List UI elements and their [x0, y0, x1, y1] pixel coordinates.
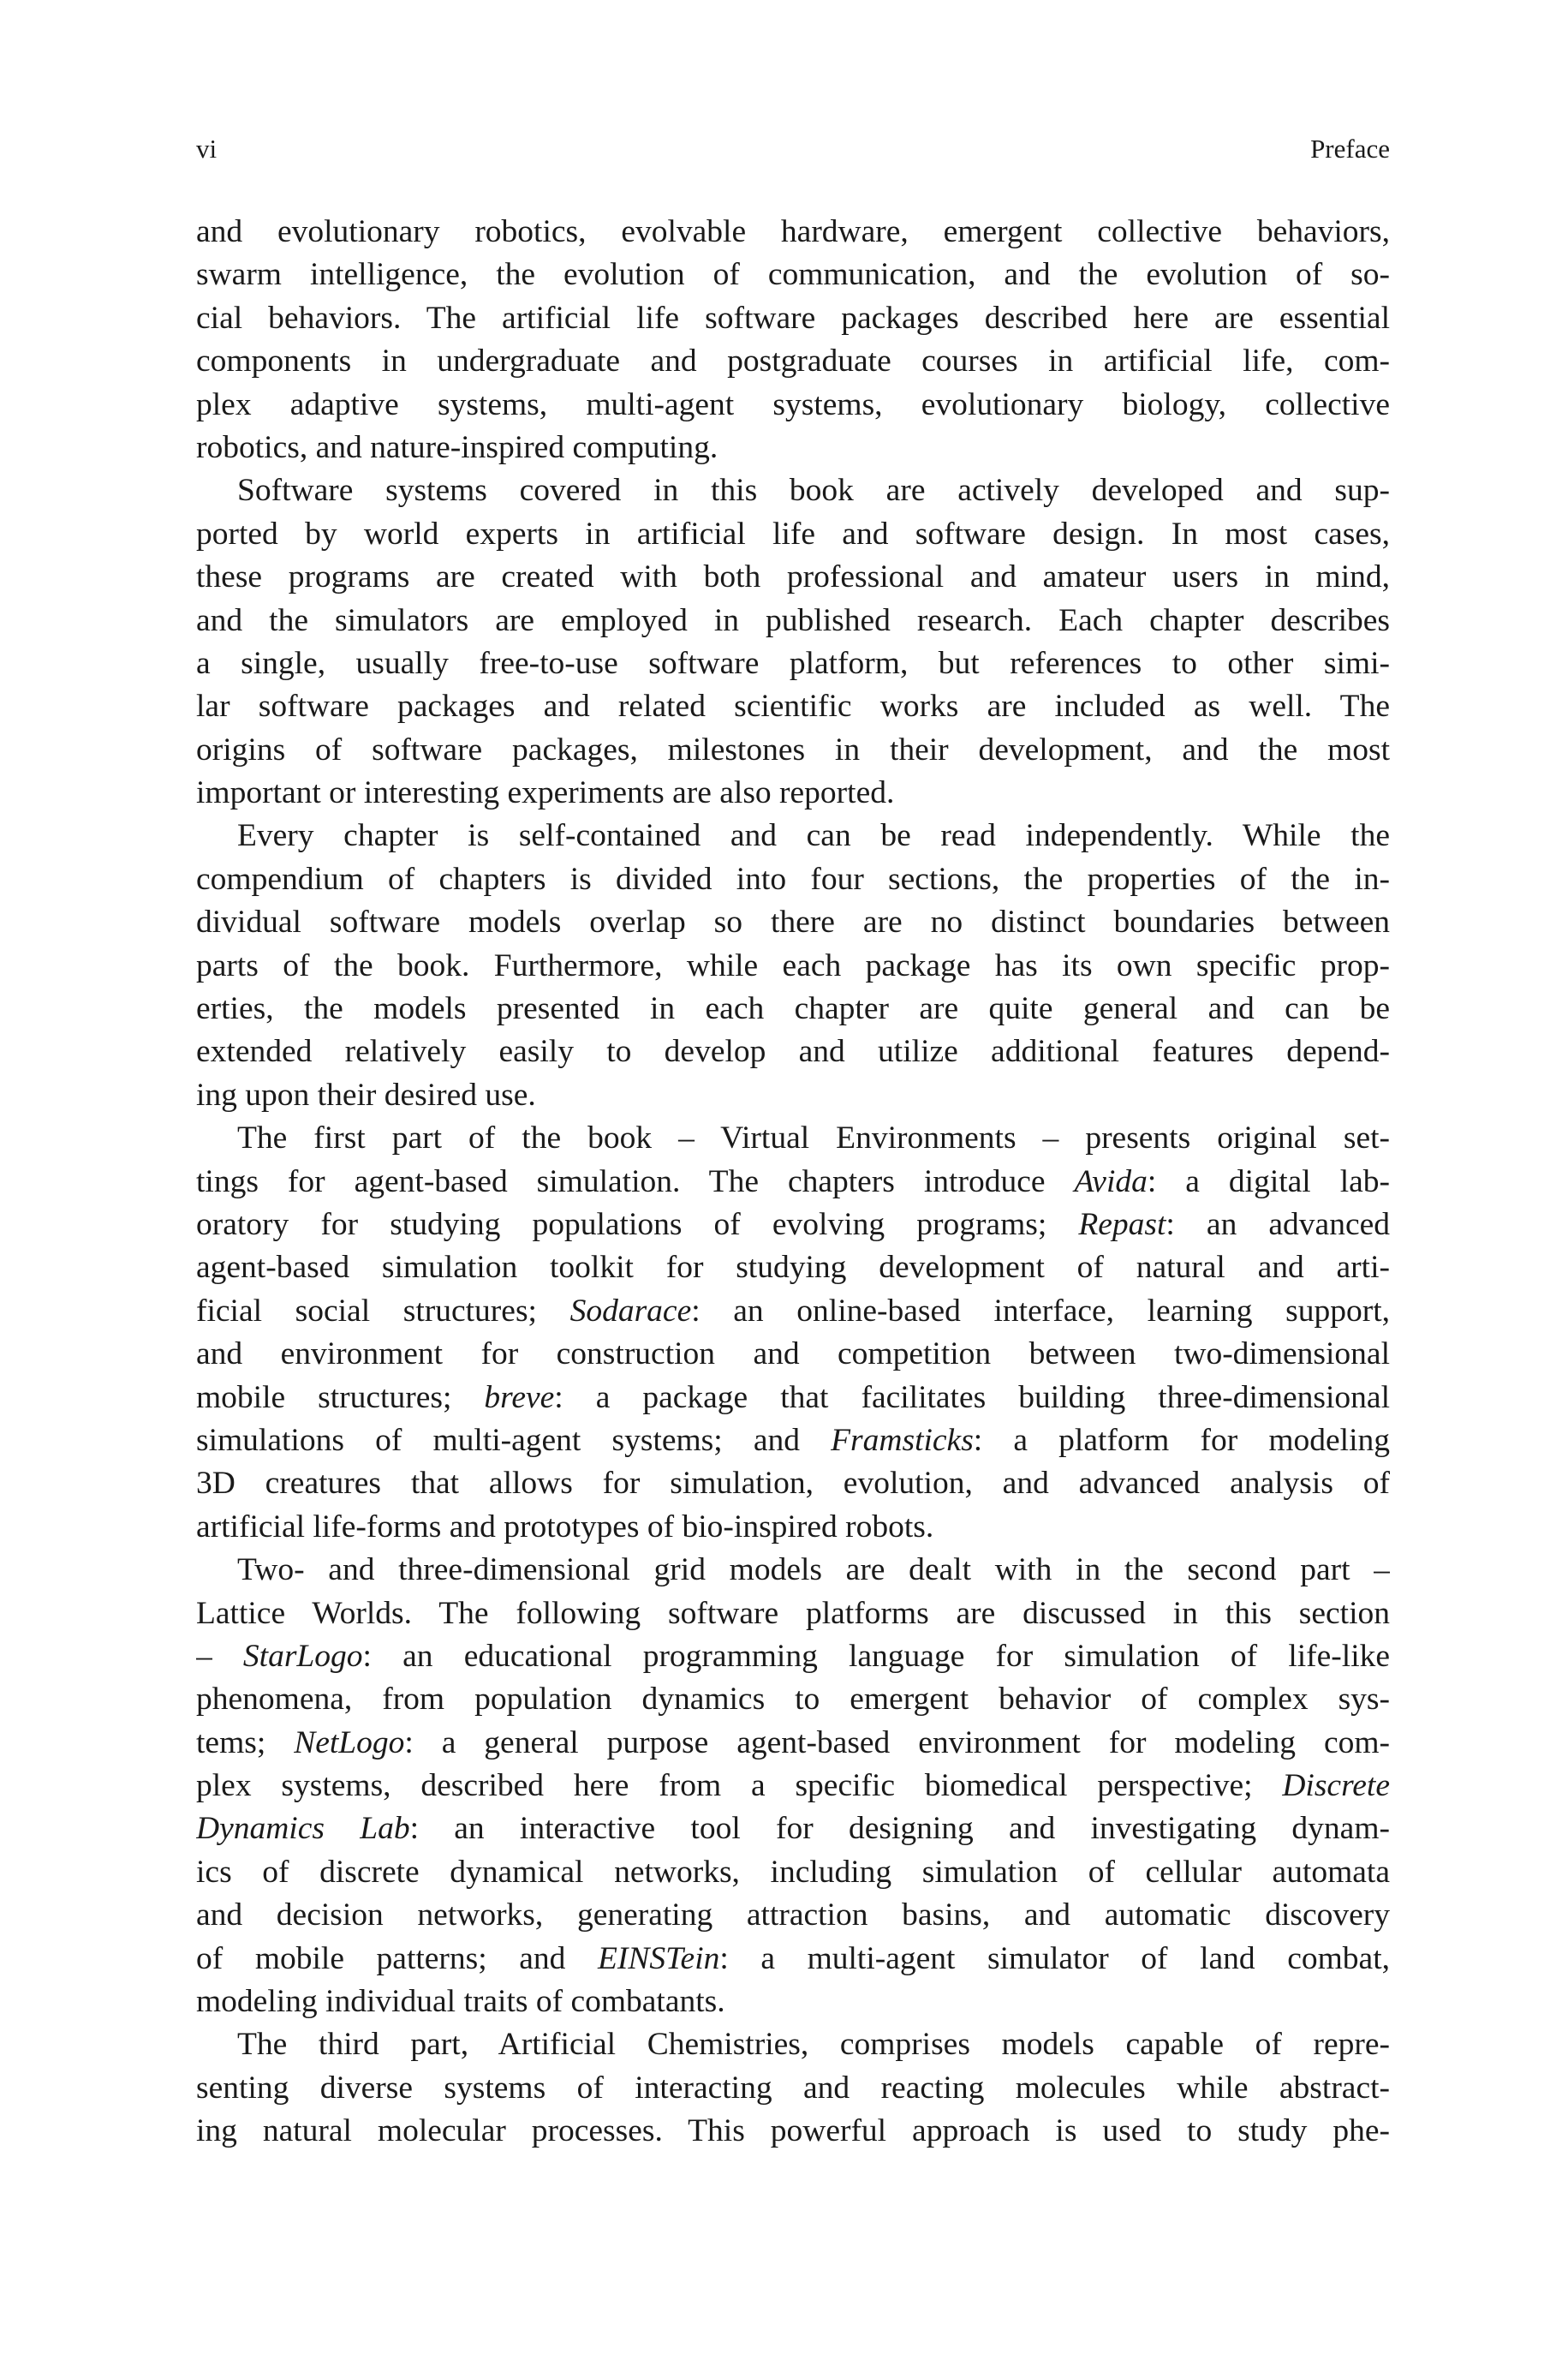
text-run: of mobile patterns; and — [196, 1940, 598, 1976]
text-line — [196, 1333, 1390, 1376]
text-run: cial behaviors. The artificial life software packages described here are essential — [196, 300, 1390, 336]
text-run: : an educational programming language for simulation of life-like — [362, 1638, 1390, 1674]
text-run: The third part, Artificial Chemistries, comprises models capable of repre- — [237, 2027, 1390, 2063]
paragraph — [196, 1549, 1390, 2023]
italic-term: Dynamics Lab — [196, 1811, 410, 1847]
paragraph — [196, 815, 1390, 1117]
text-line — [196, 815, 1390, 857]
text-run: plex adaptive systems, multi-agent systems, evolutionary biology, collective — [196, 386, 1390, 422]
text-line — [196, 556, 1390, 599]
text-run: robotics, and nature-inspired computing. — [196, 429, 718, 465]
text-line — [196, 642, 1390, 685]
text-run: a single, usually free-to-use software platform, but references to other simi- — [196, 645, 1390, 681]
text-run: oratory for studying populations of evolving programs; — [196, 1206, 1079, 1242]
text-run: Software systems covered in this book are actively developed and sup- — [237, 473, 1390, 509]
italic-term: StarLogo — [242, 1638, 363, 1674]
text-line — [196, 772, 1390, 815]
text-line — [196, 469, 1390, 512]
text-line — [196, 1506, 1390, 1549]
text-line — [196, 1938, 1390, 1981]
italic-term: breve — [484, 1379, 555, 1415]
text-line — [196, 1377, 1390, 1419]
text-run: senting diverse systems of interacting and reacting molecules while abstract- — [196, 2070, 1390, 2106]
paragraph — [196, 2023, 1390, 2153]
text-run: : a package that facilitates building three-dimensional — [554, 1379, 1390, 1415]
text-run: – — [196, 1638, 243, 1674]
italic-term: EINSTein — [597, 1940, 720, 1976]
text-line — [196, 254, 1390, 296]
text-line — [196, 1981, 1390, 2023]
italic-term: Repast — [1078, 1206, 1166, 1242]
text-line — [196, 1851, 1390, 1894]
text-line — [196, 1031, 1390, 1073]
text-line — [196, 384, 1390, 427]
text-line — [196, 427, 1390, 469]
text-run: Lattice Worlds. The following software platforms are discussed in this section — [196, 1595, 1390, 1631]
text-run: The first part of the book – Virtual Environments – presents original set- — [237, 1120, 1390, 1156]
text-run: swarm intelligence, the evolution of communication, and the evolution of so- — [196, 257, 1390, 293]
text-run: parts of the book. Furthermore, while each package has its own specific prop- — [196, 947, 1390, 983]
text-run: ing natural molecular processes. This powerful approach is used to study phe- — [196, 2113, 1390, 2149]
text-run: : an advanced — [1166, 1206, 1390, 1242]
text-line — [196, 1894, 1390, 1937]
text-run: : a digital lab- — [1147, 1163, 1390, 1199]
text-line — [196, 1765, 1390, 1807]
body-text — [196, 211, 1390, 2154]
text-line — [196, 211, 1390, 254]
text-line — [196, 1246, 1390, 1289]
text-line — [196, 2110, 1390, 2153]
text-line — [196, 945, 1390, 988]
text-line — [196, 297, 1390, 340]
text-line — [196, 1678, 1390, 1721]
text-line — [196, 1117, 1390, 1160]
text-run: artificial life-forms and prototypes of bio-inspired robots. — [196, 1509, 934, 1545]
text-run: phenomena, from population dynamics to emergent behavior of complex sys- — [196, 1682, 1390, 1718]
text-run: extended relatively easily to develop and utilize additional features depend- — [196, 1034, 1390, 1070]
text-run: : a platform for modeling — [973, 1422, 1390, 1458]
text-run: tings for agent-based simulation. The chapters introduce — [196, 1163, 1075, 1199]
text-run: Two- and three-dimensional grid models are dealt with in the second part – — [237, 1552, 1390, 1588]
text-run: compendium of chapters is divided into four sections, the properties of the in- — [196, 861, 1390, 897]
text-run: : an interactive tool for designing and investigating dynam- — [409, 1811, 1390, 1847]
text-run: origins of software packages, milestones in their development, and the most — [196, 732, 1390, 768]
text-line — [196, 1419, 1390, 1462]
text-line — [196, 340, 1390, 383]
text-line — [196, 988, 1390, 1031]
text-run: Every chapter is self-contained and can be read independently. While the — [237, 818, 1390, 854]
text-run: modeling individual traits of combatants. — [196, 1984, 725, 2020]
text-run: 3D creatures that allows for simulation, evolution, and advanced analysis of — [196, 1466, 1390, 1502]
italic-term: Discrete — [1282, 1768, 1390, 1804]
text-line — [196, 1462, 1390, 1505]
text-run: lar software packages and related scientific works are included as well. The — [196, 689, 1390, 725]
page-number: vi — [196, 134, 218, 164]
text-run: : a multi-agent simulator of land combat, — [719, 1940, 1390, 1976]
running-title: Preface — [1310, 134, 1390, 164]
text-run: erties, the models presented in each chapter are quite general and can be — [196, 991, 1390, 1027]
text-run: ics of discrete dynamical networks, including simulation of cellular automata — [196, 1854, 1390, 1890]
text-run: components in undergraduate and postgraduate courses in artificial life, com- — [196, 344, 1390, 379]
text-run: and decision networks, generating attraction basins, and automatic discovery — [196, 1897, 1390, 1933]
italic-term: Sodarace — [569, 1293, 692, 1329]
text-line — [196, 513, 1390, 556]
page-header — [196, 134, 1390, 171]
text-line — [196, 2067, 1390, 2110]
italic-term: Framsticks — [831, 1422, 974, 1458]
text-line — [196, 1290, 1390, 1333]
text-run: dividual software models overlap so there are no distinct boundaries between — [196, 905, 1390, 941]
text-run: : an online-based interface, learning support, — [691, 1293, 1390, 1329]
text-run: ing upon their desired use. — [196, 1077, 536, 1113]
text-run: and the simulators are employed in published research. Each chapter describes — [196, 602, 1390, 638]
text-run: plex systems, described here from a specific biomedical perspective; — [196, 1768, 1283, 1804]
text-line — [196, 1635, 1390, 1678]
paragraph — [196, 211, 1390, 469]
text-run: mobile structures; — [196, 1379, 485, 1415]
italic-term: NetLogo — [294, 1724, 405, 1760]
text-run: agent-based simulation toolkit for studying development of natural and arti- — [196, 1250, 1390, 1286]
text-run: ported by world experts in artificial life and software design. In most cases, — [196, 516, 1390, 552]
text-line — [196, 858, 1390, 901]
text-run: simulations of multi-agent systems; and — [196, 1422, 832, 1458]
text-line — [196, 1807, 1390, 1850]
text-line — [196, 1161, 1390, 1204]
text-run: tems; — [196, 1724, 295, 1760]
text-run: : a general purpose agent-based environment for modeling com- — [404, 1724, 1390, 1760]
text-line — [196, 685, 1390, 728]
text-line — [196, 2023, 1390, 2066]
text-run: and evolutionary robotics, evolvable hardware, emergent collective behaviors, — [196, 214, 1390, 249]
text-line — [196, 1204, 1390, 1246]
paragraph — [196, 469, 1390, 815]
italic-term: Avida — [1074, 1163, 1148, 1199]
text-line — [196, 1549, 1390, 1592]
text-run: these programs are created with both professional and amateur users in mind, — [196, 559, 1390, 595]
text-line — [196, 729, 1390, 772]
text-line — [196, 600, 1390, 642]
text-line — [196, 901, 1390, 944]
text-run: and environment for construction and competition between two-dimensional — [196, 1336, 1390, 1372]
text-run: important or interesting experiments are also reported. — [196, 775, 895, 811]
text-line — [196, 1592, 1390, 1635]
text-run: ficial social structures; — [196, 1293, 570, 1329]
text-line — [196, 1074, 1390, 1117]
text-line — [196, 1722, 1390, 1765]
paragraph — [196, 1117, 1390, 1549]
